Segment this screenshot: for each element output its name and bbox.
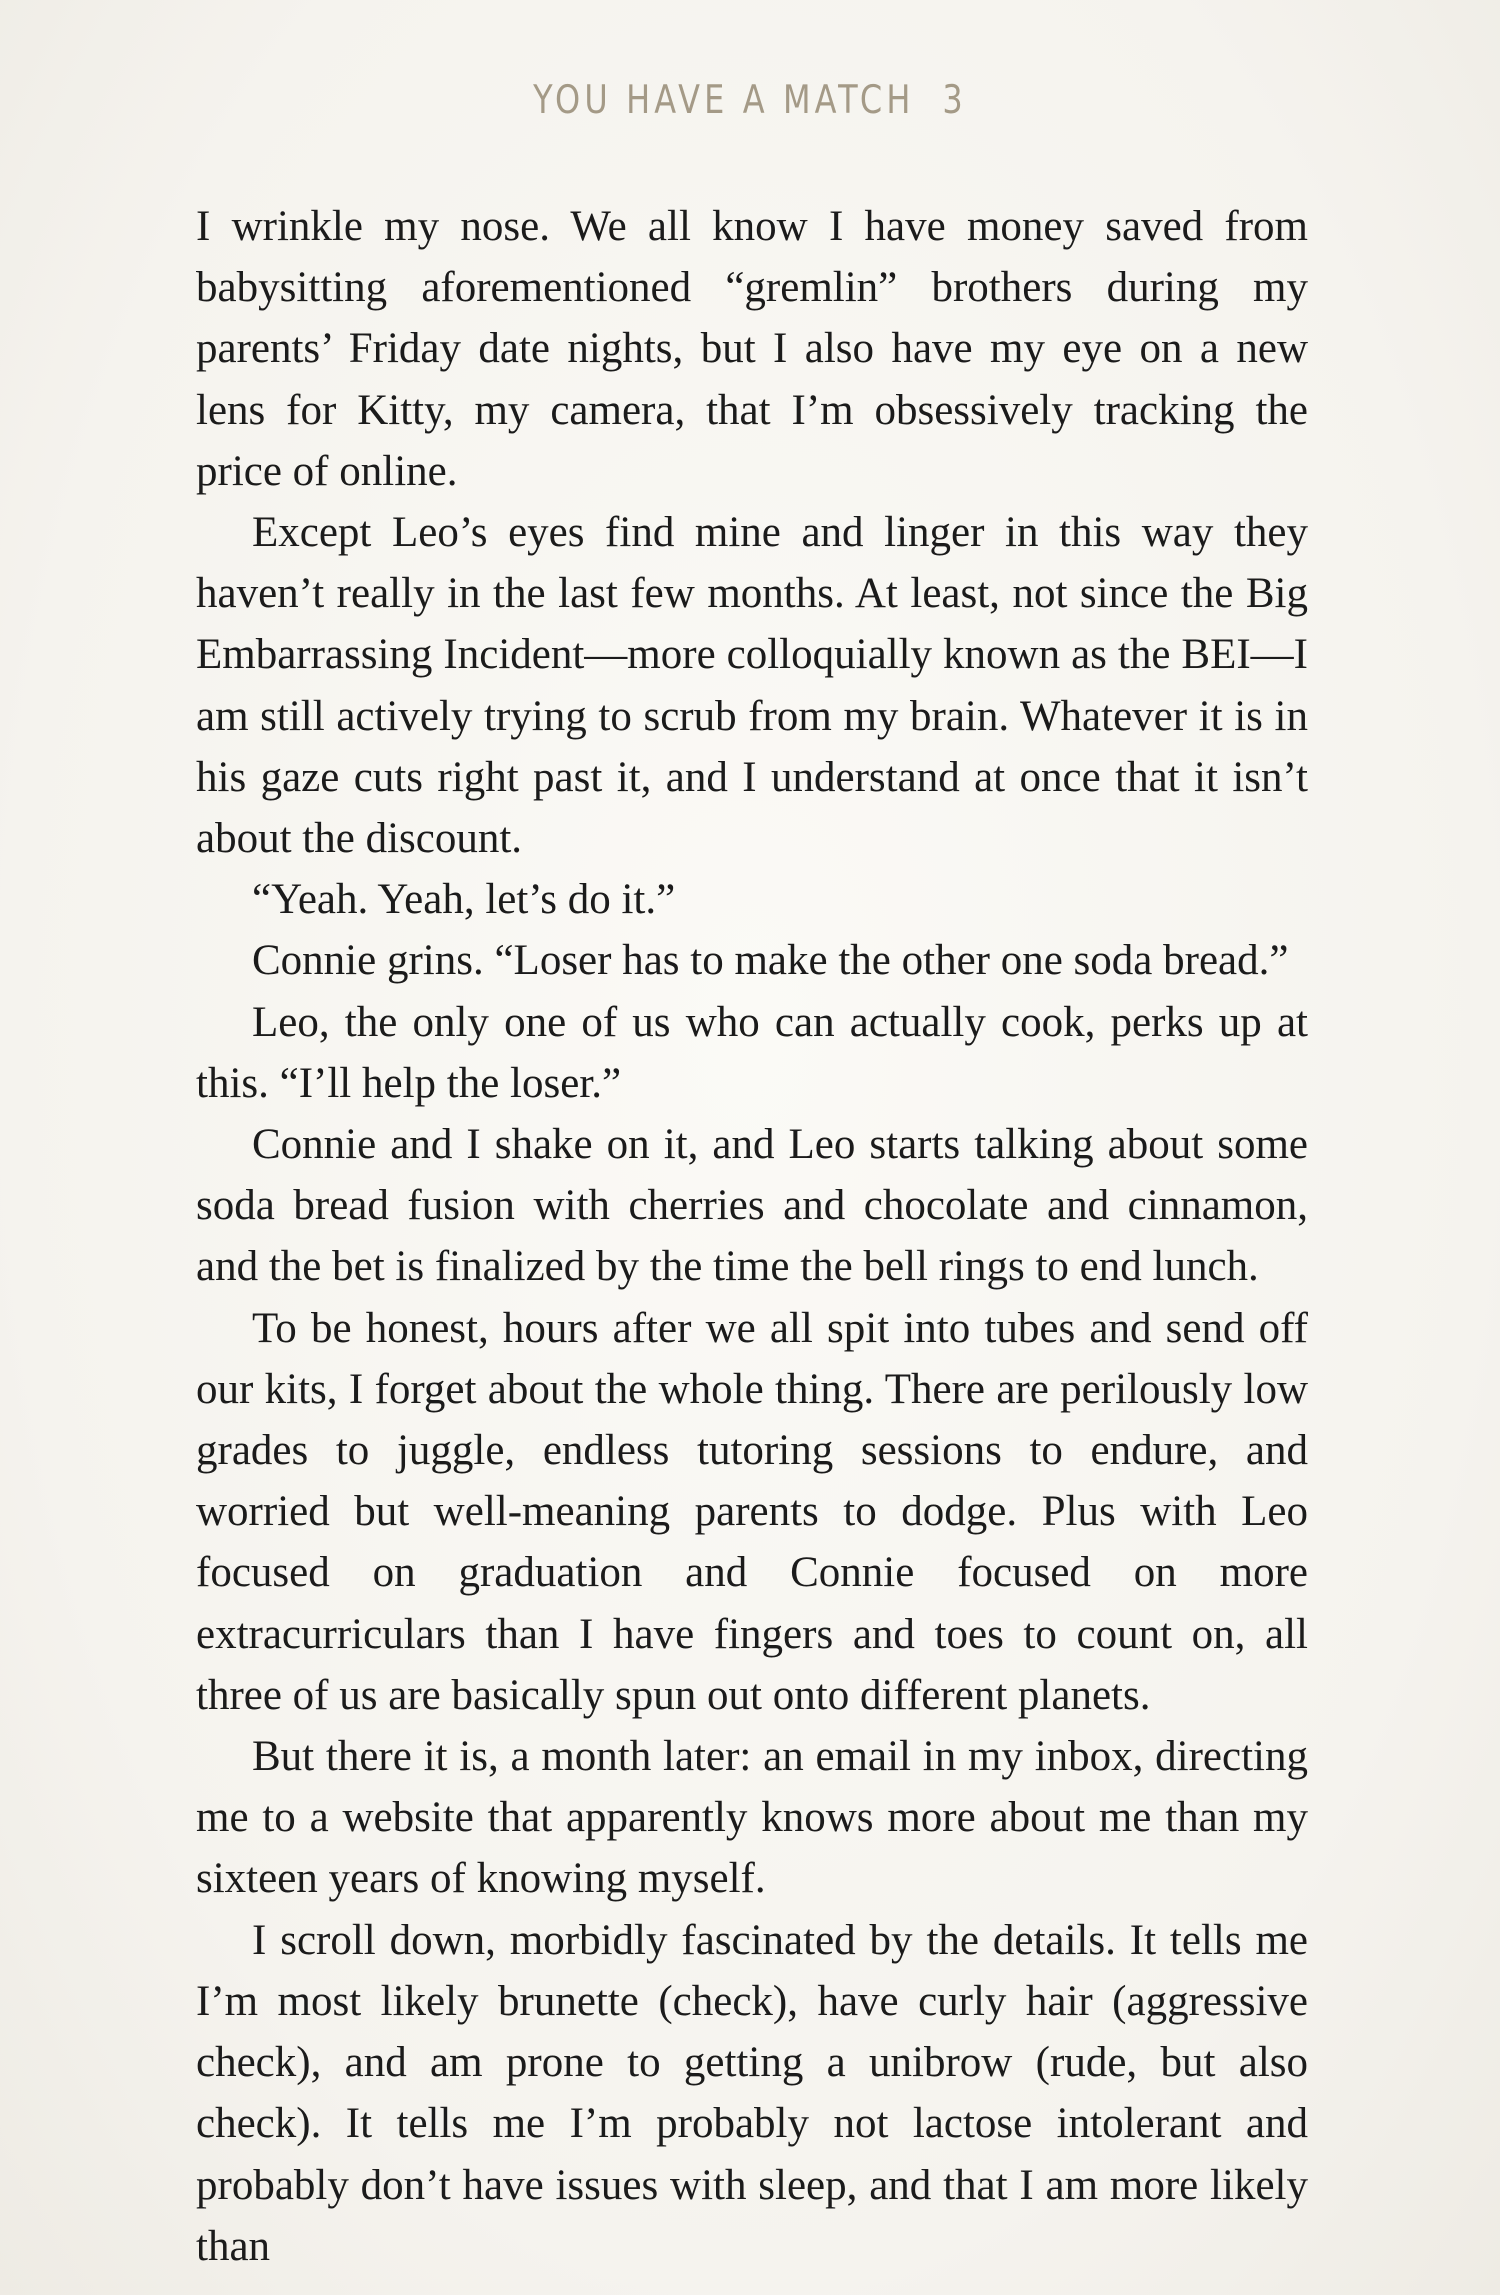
paragraph: To be honest, hours after we all spit into tubes and send off our kits, I forget about the whole thing. There are perilously low grades to juggle, endless tutoring sessions to endure, and worried but well-meaning parents to dodge. Plus with Leo focused on graduation and Connie focused on more extracurriculars than I have fingers and toes to count on, all three of us are basically spun out onto different planets.: [196, 1304, 1308, 1719]
paragraph: “Yeah. Yeah, let’s do it.”: [252, 876, 676, 924]
body-text: [196, 196, 1308, 2277]
paragraph: Connie and I shake on it, and Leo starts talking about some soda bread fusion with cherries and chocolate and cinnamon, and the bet is finalized by the time the bell rings to end lunch.: [196, 1121, 1308, 1291]
chapter-title: YOU HAVE A MATCH: [533, 78, 915, 123]
paragraph: But there it is, a month later: an email in my inbox, directing me to a website that apparently knows more about me than my sixteen years of knowing myself.: [196, 1733, 1308, 1903]
paragraph: I wrinkle my nose. We all know I have money saved from babysitting aforementioned “gremlin” brothers during my parents’ Friday date nights, but I also have my eye on a new lens for Kitty, my camera, that I’m obsessively tracking the price of online.: [196, 203, 1308, 495]
paragraph: Leo, the only one of us who can actually cook, perks up at this. “I’ll help the loser.”: [196, 998, 1308, 1107]
running-header: [135, 78, 1365, 123]
paragraph: Connie grins. “Loser has to make the other one soda bread.”: [252, 937, 1289, 985]
paragraph: Except Leo’s eyes find mine and linger in this way they haven’t really in the last few months. At least, not since the Big Embarrassing Incident—more colloquially known as the BEI—I am still actively trying to scrub from my brain. Whatever it is in his gaze cuts right past it, and I understand at once that it isn’t about the discount.: [196, 509, 1308, 863]
page-number: 3: [942, 78, 967, 123]
paragraph: I scroll down, morbidly fascinated by the details. It tells me I’m most likely brunette (check), have curly hair (aggressive check), and am prone to getting a unibrow (rude, but also check). It tells me I’m probably not lactose intolerant and probably don’t have issues with sleep, and that I am more likely than: [196, 1916, 1308, 2270]
